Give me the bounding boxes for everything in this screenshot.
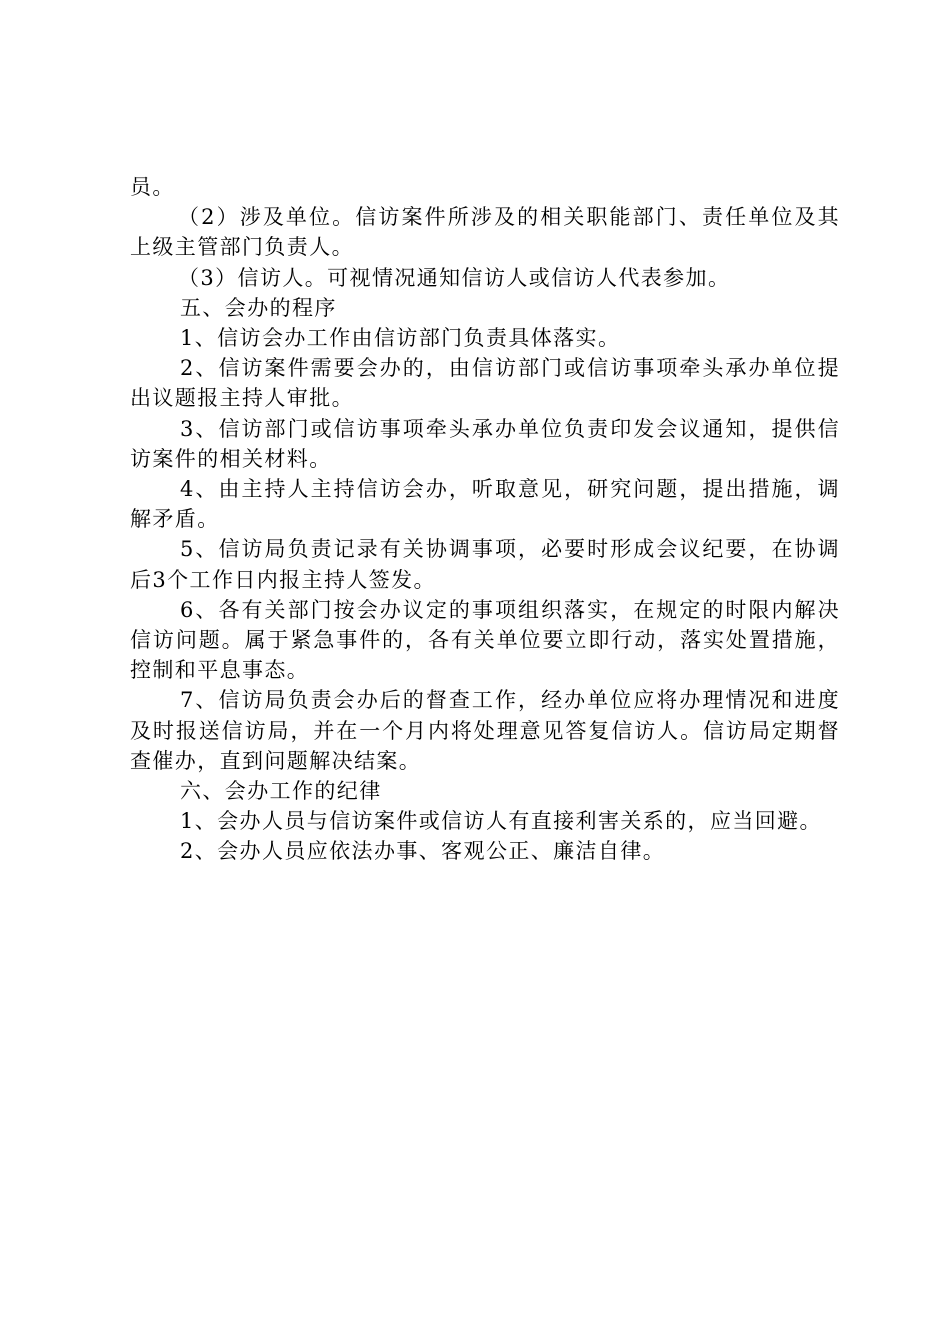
discipline-item-1: 1、会办人员与信访案件或信访人有直接利害关系的，应当回避。	[180, 809, 822, 834]
procedure-item-1: 1、信访会办工作由信访部门负责具体落实。	[180, 326, 621, 351]
section-heading-discipline: 六、会办工作的纪律	[180, 779, 382, 804]
procedure-item-5: 5、信访局负责记录有关协调事项，必要时形成会议纪要，在协调后3个工作日内报主持人签发。	[130, 537, 840, 592]
procedure-item-6: 6、各有关部门按会办议定的事项组织落实，在规定的时限内解决信访问题。属于紧急事件的，各有关单位要立即行动，落实处置措施，控制和平息事态。	[130, 597, 840, 683]
paragraph-continuation: 员。	[130, 175, 175, 199]
section-heading-procedure: 五、会办的程序	[180, 295, 337, 320]
procedure-item-4: 4、由主持人主持信访会办，听取意见，研究问题，提出措施，调解矛盾。	[130, 477, 840, 532]
procedure-item-3: 3、信访部门或信访事项牵头承办单位负责印发会议通知，提供信访案件的相关材料。	[130, 416, 840, 471]
paragraph-involved-units: （2）涉及单位。信访案件所涉及的相关职能部门、责任单位及其上级主管部门负责人。	[130, 205, 840, 260]
paragraph-petitioner: （3）信访人。可视情况通知信访人或信访人代表参加。	[178, 265, 731, 290]
discipline-item-2: 2、会办人员应依法办事、客观公正、廉洁自律。	[180, 839, 666, 864]
procedure-item-2: 2、信访案件需要会办的，由信访部门或信访事项牵头承办单位提出议题报主持人审批。	[130, 356, 840, 411]
document-body	[130, 172, 840, 867]
procedure-item-7: 7、信访局负责会办后的督查工作，经办单位应将办理情况和进度及时报送信访局，并在一个月内将处理意见答复信访人。信访局定期督查催办，直到问题解决结案。	[130, 688, 840, 773]
